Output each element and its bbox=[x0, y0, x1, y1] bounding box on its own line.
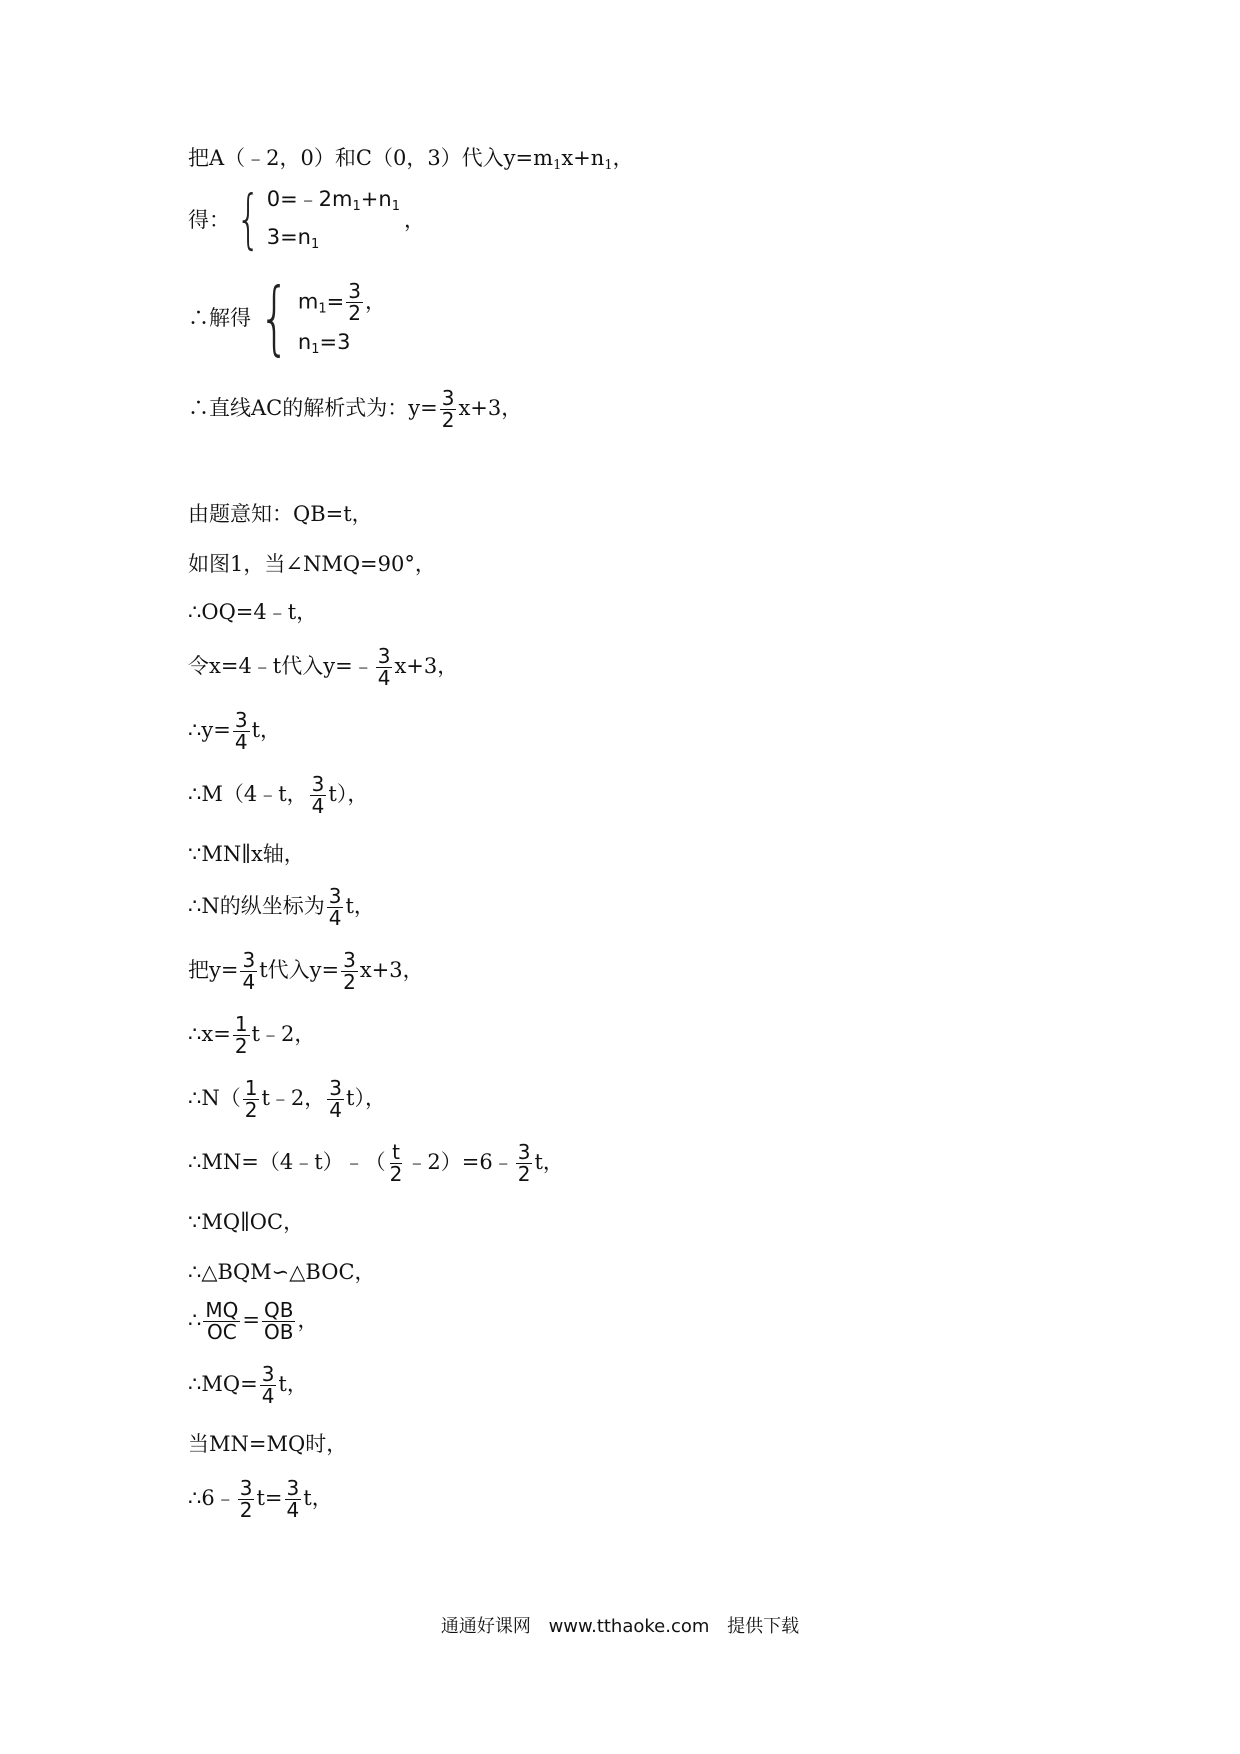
text: t代入y= bbox=[259, 958, 340, 982]
numerator: QB bbox=[263, 1298, 294, 1322]
numerator: 3 bbox=[329, 1076, 343, 1100]
text: t， bbox=[251, 718, 282, 742]
system-row bbox=[267, 189, 400, 213]
text: t= bbox=[256, 1486, 283, 1510]
system-rows bbox=[297, 278, 386, 357]
numerator: t bbox=[392, 1140, 400, 1164]
fraction bbox=[233, 710, 250, 753]
numerator: MQ bbox=[205, 1298, 239, 1322]
solution-line-7: ∴OQ=4﹣t， bbox=[188, 600, 318, 624]
text: x+n bbox=[561, 146, 605, 170]
fraction bbox=[346, 278, 363, 325]
text: 0=﹣2m bbox=[266, 187, 353, 211]
text: t， bbox=[345, 894, 375, 918]
denominator: 2 bbox=[441, 408, 455, 432]
text: ∴解得 bbox=[188, 305, 251, 330]
text: ∴MN=（4﹣t）﹣（ bbox=[188, 1150, 386, 1174]
text: 令x=4﹣t代入y=﹣ bbox=[188, 654, 374, 678]
denominator: 2 bbox=[244, 1098, 258, 1122]
numerator: 3 bbox=[239, 1476, 253, 1500]
fraction bbox=[341, 950, 358, 993]
subscript: 1 bbox=[391, 199, 400, 214]
solution-line-4 bbox=[188, 388, 522, 431]
system-row bbox=[297, 278, 386, 325]
denominator: 4 bbox=[261, 1384, 275, 1408]
text: +n bbox=[360, 187, 392, 211]
denominator: 4 bbox=[328, 906, 342, 930]
solution-line-20 bbox=[188, 1364, 308, 1407]
equation-system bbox=[188, 271, 386, 364]
solution-line-21: 当MN=MQ时， bbox=[188, 1432, 348, 1456]
fraction bbox=[327, 1078, 344, 1121]
numerator: 3 bbox=[343, 948, 356, 972]
text: ∴y= bbox=[188, 718, 231, 742]
denominator: 2 bbox=[389, 1162, 403, 1186]
text: m bbox=[297, 289, 319, 313]
text: ∴MQ= bbox=[188, 1372, 258, 1396]
solution-line-18: ∴△BQM∽△BOC， bbox=[188, 1260, 376, 1284]
solution-line-10 bbox=[188, 774, 368, 817]
text: 得： bbox=[188, 207, 230, 232]
subscript: 1 bbox=[352, 199, 361, 214]
numerator: 3 bbox=[441, 386, 455, 410]
solution-line-1 bbox=[188, 148, 634, 172]
solution-line-17: ∵MQ∥OC， bbox=[188, 1210, 305, 1234]
text: x+3， bbox=[458, 396, 523, 420]
numerator: 3 bbox=[261, 1362, 275, 1386]
text: t）， bbox=[346, 1086, 386, 1110]
fraction bbox=[233, 1014, 250, 1057]
equation-system bbox=[188, 183, 425, 257]
system-row bbox=[297, 329, 386, 357]
text: x+3， bbox=[394, 654, 459, 678]
fraction bbox=[516, 1142, 533, 1185]
solution-line-9 bbox=[188, 710, 281, 753]
text: ∴N的纵坐标为 bbox=[188, 894, 325, 918]
numerator: 3 bbox=[328, 884, 342, 908]
fraction bbox=[203, 1300, 240, 1343]
subscript: 1 bbox=[318, 301, 327, 316]
denominator: 2 bbox=[517, 1162, 531, 1186]
text: ， bbox=[612, 146, 634, 170]
subscript: 1 bbox=[604, 158, 613, 173]
denominator: 2 bbox=[348, 300, 361, 325]
numerator: 3 bbox=[234, 708, 248, 732]
fraction bbox=[260, 1364, 277, 1407]
fraction bbox=[376, 646, 393, 689]
page-footer bbox=[0, 1612, 1240, 1638]
subscript: 1 bbox=[311, 237, 320, 252]
text: ∴ bbox=[188, 1308, 202, 1332]
solution-line-15 bbox=[188, 1078, 386, 1121]
text: t， bbox=[278, 1372, 308, 1396]
text: t， bbox=[303, 1486, 333, 1510]
text: t﹣2， bbox=[251, 1022, 316, 1046]
solution-line-2 bbox=[188, 183, 425, 257]
denominator: 2 bbox=[239, 1498, 253, 1522]
solution-line-6: 如图1，当∠NMQ=90°， bbox=[188, 552, 436, 576]
text: =3 bbox=[319, 329, 351, 354]
footer-site-name: 通通好课网 bbox=[440, 1616, 531, 1637]
text: = bbox=[326, 289, 345, 313]
system-row bbox=[267, 227, 400, 251]
solution-line-5: 由题意知：QB=t， bbox=[188, 502, 373, 526]
denominator: 4 bbox=[377, 666, 391, 690]
text: ∴x= bbox=[188, 1022, 231, 1046]
text: ， bbox=[297, 1308, 319, 1332]
text: ∴M（4﹣t， bbox=[188, 782, 308, 806]
fraction bbox=[388, 1142, 405, 1185]
text: t﹣2， bbox=[261, 1086, 326, 1110]
solution-line-16 bbox=[188, 1142, 564, 1185]
subscript: 1 bbox=[553, 158, 562, 173]
text: 3=n bbox=[266, 225, 311, 249]
numerator: 3 bbox=[311, 772, 325, 796]
fraction bbox=[440, 388, 457, 431]
solution-line-19 bbox=[188, 1300, 318, 1343]
solution-line-13 bbox=[188, 950, 424, 993]
numerator: 3 bbox=[377, 644, 391, 668]
text: ﹣2）=6﹣ bbox=[406, 1150, 514, 1174]
denominator: 2 bbox=[343, 970, 356, 994]
fraction bbox=[238, 1478, 255, 1521]
denominator: 4 bbox=[242, 970, 256, 994]
text: ∴N（ bbox=[188, 1086, 241, 1110]
fraction bbox=[285, 1478, 302, 1521]
text: t）， bbox=[328, 782, 369, 806]
fraction bbox=[243, 1078, 260, 1121]
footer-note: 提供下载 bbox=[727, 1616, 800, 1637]
footer-url[interactable]: www.tthaoke.com bbox=[548, 1616, 710, 1637]
numerator: 1 bbox=[244, 1076, 258, 1100]
fraction bbox=[327, 886, 344, 929]
text: n bbox=[297, 329, 312, 354]
left-brace: { bbox=[236, 183, 261, 257]
fraction bbox=[240, 950, 257, 993]
denominator: OB bbox=[263, 1320, 294, 1344]
denominator: 4 bbox=[311, 794, 325, 818]
fraction bbox=[310, 774, 327, 817]
numerator: 3 bbox=[517, 1140, 531, 1164]
system-rows bbox=[267, 189, 400, 251]
denominator: 4 bbox=[234, 730, 248, 754]
text: ， bbox=[403, 207, 425, 232]
solution-line-14 bbox=[188, 1014, 315, 1057]
text: 把y= bbox=[188, 958, 239, 982]
solution-line-8 bbox=[188, 646, 458, 689]
denominator: OC bbox=[207, 1320, 237, 1344]
numerator: 3 bbox=[348, 278, 361, 303]
solution-line-22 bbox=[188, 1478, 333, 1521]
denominator: 4 bbox=[286, 1498, 300, 1522]
text: ∴直线AC的解析式为：y= bbox=[188, 396, 438, 420]
text: ， bbox=[365, 289, 386, 313]
fraction bbox=[262, 1300, 295, 1343]
text: x+3， bbox=[359, 958, 424, 982]
solution-line-11: ∵MN∥x轴， bbox=[188, 842, 305, 866]
solution-line-3 bbox=[188, 271, 386, 364]
denominator: 4 bbox=[329, 1098, 343, 1122]
denominator: 2 bbox=[234, 1034, 248, 1058]
left-brace: { bbox=[259, 271, 290, 364]
numerator: 3 bbox=[242, 948, 256, 972]
numerator: 1 bbox=[234, 1012, 248, 1036]
text: ∴6﹣ bbox=[188, 1486, 236, 1510]
text: 把A（﹣2，0）和C（0，3）代入y=m bbox=[188, 146, 554, 170]
text: t， bbox=[534, 1150, 564, 1174]
solution-line-12 bbox=[188, 886, 375, 929]
text: = bbox=[242, 1308, 260, 1332]
subscript: 1 bbox=[311, 341, 320, 357]
numerator: 3 bbox=[286, 1476, 300, 1500]
